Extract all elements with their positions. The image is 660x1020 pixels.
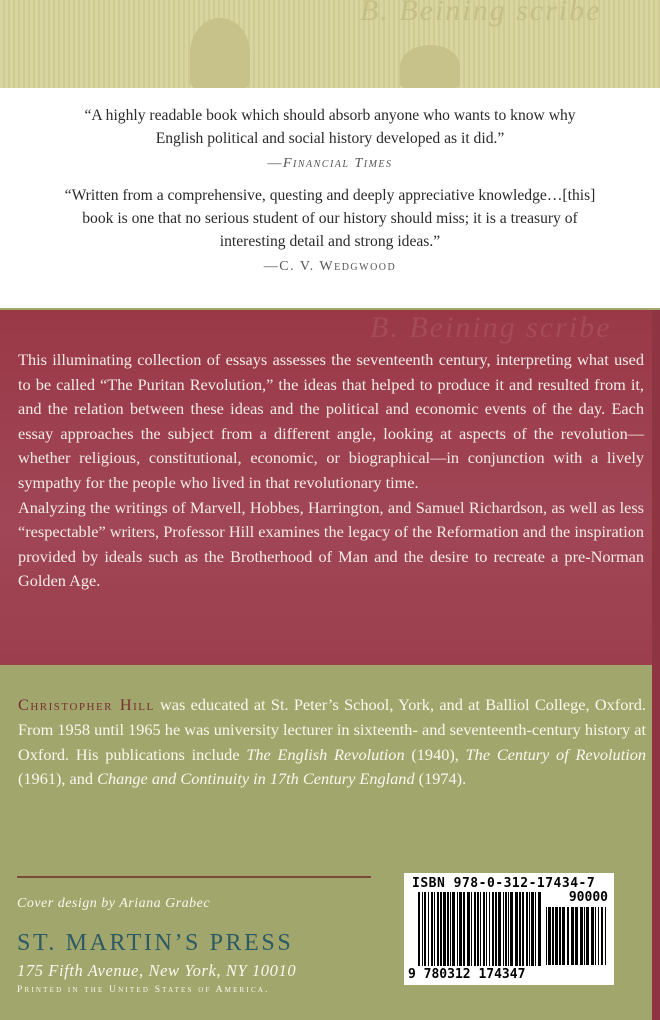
barcode-bar [567, 907, 569, 965]
barcode-bar [428, 892, 429, 966]
barcode-bar [531, 892, 534, 966]
barcode-bar [424, 892, 426, 966]
ean-number: 9 780312 174347 [408, 967, 526, 982]
barcode-bar [601, 907, 603, 965]
author-bio: Christopher Hill was educated at St. Peter’s School, York, and at Balliol College, Oxford. From 1958 until 1965 he was university lecturer in sixteenth- and seventeenth-century history at Oxford. His publications include The English Revolution (1940), The Century of Revolution (1961), and Change and Continuity in 17th Century England (1974). [18, 695, 647, 789]
isbn-barcode [404, 873, 614, 985]
barcode-bar [450, 892, 451, 966]
barcode-bar [480, 892, 481, 966]
barcode-bar [584, 907, 585, 965]
description-paragraph: This illuminating collection of essays assesses the seventeenth century, interpreting what used to be called “The Puritan Revolution,” the ideas that helped to produce it and resulted from it, and the relation between these ideas and the political and economic events of the day. Each essay approaches the subject from a different angle, looking at aspects of the revolution—whether religious, constitutional, economic, or biographical—in conjunction with a lively sympathy for the people who lived in that revolutionary time. [18, 350, 644, 492]
barcode-bar [510, 892, 513, 966]
quote-text: “Written from a comprehensive, questing and deeply appreciative knowledge…[this] book is one that no serious student of our history should miss; it is a treasury of interesting detail and strong ideas.” [64, 187, 596, 250]
barcode-bar [580, 907, 583, 965]
barcode-bar [471, 892, 472, 966]
barcode-bar [418, 892, 420, 966]
quote-text: “A highly readable book which should absorb anyone who wants to know why English political and social history developed as it did.” [84, 107, 576, 147]
barcode-bar [443, 892, 446, 966]
barcode-bar [422, 892, 423, 966]
barcode-bar [591, 907, 594, 965]
barcode-bar [434, 892, 435, 966]
barcode-bar [552, 907, 554, 965]
barcode-bar [467, 892, 470, 966]
printed-note: Printed in the United States of America. [17, 985, 270, 995]
review-quotes [0, 88, 660, 308]
barcode-bar [457, 892, 458, 966]
barcode-bar [522, 892, 524, 966]
barcode-bar [548, 907, 551, 965]
quote-attribution: —Financial Times [267, 156, 393, 171]
spine-edge [652, 310, 660, 1020]
cover-credit: Cover design by Ariana Grabec [17, 896, 211, 911]
barcode-bar [535, 892, 536, 966]
engraved-figure [400, 45, 460, 88]
barcode-bar [508, 892, 509, 966]
barcode-bar [546, 907, 547, 965]
barcode-bar [519, 892, 521, 966]
barcode-bar [529, 892, 530, 966]
barcode-bar [562, 907, 565, 965]
barcode-bar [492, 892, 494, 966]
quote-attribution: —C. V. Wedgwood [263, 259, 397, 274]
barcode-bar [575, 907, 578, 965]
barcode-bar [459, 892, 462, 966]
barcode-bar [437, 892, 439, 966]
description-paragraph: Analyzing the writings of Marvell, Hobbes, Harrington, and Samuel Richardson, as well as less “respectable” writers, Professor Hill examines the legacy of the Reformation and the inspiration provided by ideals such as the Brotherhood of Man and the desire to recreate a pre-Norman Golden Age. [18, 497, 644, 591]
barcode-bar [431, 892, 433, 966]
barcode-bar [486, 892, 487, 966]
barcode-bar [586, 907, 589, 965]
barcode-bar [489, 892, 490, 966]
barcode-bar [571, 907, 574, 965]
barcode-bar [595, 907, 596, 965]
price-code: 90000 [568, 890, 608, 905]
art-lettering: B. Beining scribe [360, 0, 602, 27]
barcode-bar [474, 892, 476, 966]
barcode-bar [452, 892, 455, 966]
barcode-bar [498, 892, 501, 966]
barcode-bar [559, 907, 561, 965]
publisher-address: 175 Fifth Avenue, New York, NY 10010 [17, 961, 297, 980]
barcode-bar [483, 892, 485, 966]
description-panel [0, 310, 652, 665]
barcode-bar [538, 892, 541, 966]
barcode-bar [598, 907, 599, 965]
art-lettering: B. Beining scribe [370, 311, 612, 344]
price-barcode-bars [546, 907, 608, 979]
barcode-bar [555, 907, 558, 965]
isbn-text: ISBN 978-0-312-17434-7 [412, 876, 596, 891]
publisher-name: ST. MARTIN’S PRESS [17, 930, 294, 956]
barcode-bar [526, 892, 528, 966]
barcode-bar [505, 892, 507, 966]
barcode-bar [503, 892, 504, 966]
barcode-bar [440, 892, 442, 966]
header-art-band [0, 0, 660, 88]
barcode-bar [477, 892, 479, 966]
engraved-figure [190, 18, 250, 88]
barcode-bar [463, 892, 465, 966]
barcode-bar [447, 892, 449, 966]
barcode-bar [515, 892, 518, 966]
divider [17, 876, 371, 878]
barcode-bar [605, 907, 606, 965]
barcode-bar [495, 892, 497, 966]
